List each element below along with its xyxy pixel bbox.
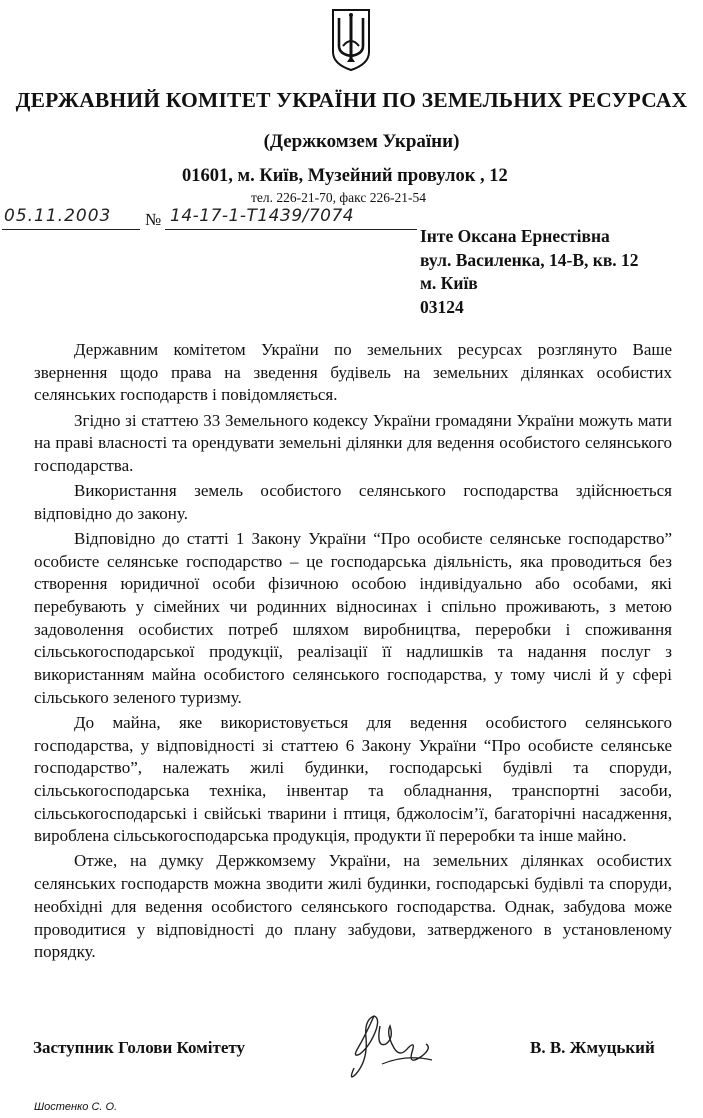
handwritten-signature-icon [336, 1004, 446, 1094]
body-paragraph: До майна, яке використовується для ведення особистого селянського господарства, у відповідності зі статтею 6 Закону України “Про особисте селянське господарство”, належать жилі будинки, господарські будівлі та споруди, сільськогосподарська техніка, інвентар та обладнання, транспортні засоби, сільськогосподарські і свійські тварини і птиця, бджолосім’ї, багаторічні насадження, вироблена сільськогосподарська продукція, продукти її переробки та інше майно. [34, 712, 672, 846]
signatory-name: В. В. Жмуцький [530, 1038, 655, 1057]
org-short-name: (Держкомзем України) [263, 131, 460, 152]
executor-name: Шостенко С. О. [34, 1101, 118, 1113]
date-underline [2, 229, 140, 230]
letter-date: 05.11.2003 [4, 206, 112, 226]
body-paragraph: Згідно зі статтею 33 Земельного кодексу України громадяни України можуть мати на праві власності та орендувати земельні ділянки для ведення особистого селянського господарства. [34, 410, 672, 475]
org-phone: тел. 226-21-70, факс 226-21-54 [251, 190, 426, 205]
recipient-zip: 03124 [420, 296, 464, 317]
recipient-street: вул. Василенка, 14-В, кв. 12 [420, 249, 639, 270]
recipient-city: м. Київ [420, 273, 478, 293]
recipient-block [420, 225, 639, 319]
org-address: 01601, м. Київ, Музейний провулок , 12 [182, 166, 508, 186]
letter-number: 14-17-1-Т1439/7074 [170, 206, 355, 226]
body-paragraph: Використання земель особистого селянського господарства здійснюється відповідно до закону. [34, 481, 672, 523]
body-paragraph: Відповідно до статті 1 Закону України “Про особисте селянське господарство” особисте селянське господарство – це господарська діяльність, яка проводиться без створення юридичної особи фізичною особою індивідуально або особами, які перебувають у сімейних чи родинних відносинах і спільно проживають, з метою задоволення особистих потреб шляхом виробництва, переробки і споживання сільськогосподарської продукції, реалізації її надлишків та надання послуг з використанням майна особистого селянського господарства, у тому числі й у сфері сільського зеленого туризму. [34, 528, 672, 707]
number-underline [165, 229, 417, 230]
recipient-name: Інте Оксана Ернестівна [420, 226, 610, 246]
org-name: ДЕРЖАВНИЙ КОМІТЕТ УКРАЇНИ ПО ЗЕМЕЛЬНИХ РЕСУРСАХ [15, 88, 688, 112]
number-sign: № [145, 210, 162, 229]
signatory-title: Заступник Голови Комітету [33, 1038, 245, 1057]
body-paragraph: Державним комітетом України по земельних ресурсах розглянуто Ваше звернення щодо права на зведення будівель на земельних ділянках особистих селянських господарств і повідомляється. [34, 340, 672, 405]
trident-emblem-icon [330, 6, 372, 72]
body-paragraph: Отже, на думку Держкомзему України, на земельних ділянках особистих селянських господарств можна зводити жилі будинки, господарські будівлі та споруди, необхідні для ведення особистого селянського господарства. Однак, забудова може проводитися у відповідності до плану забудови, затвердженого в установленому порядку. [34, 851, 672, 962]
letter-body [34, 339, 672, 966]
